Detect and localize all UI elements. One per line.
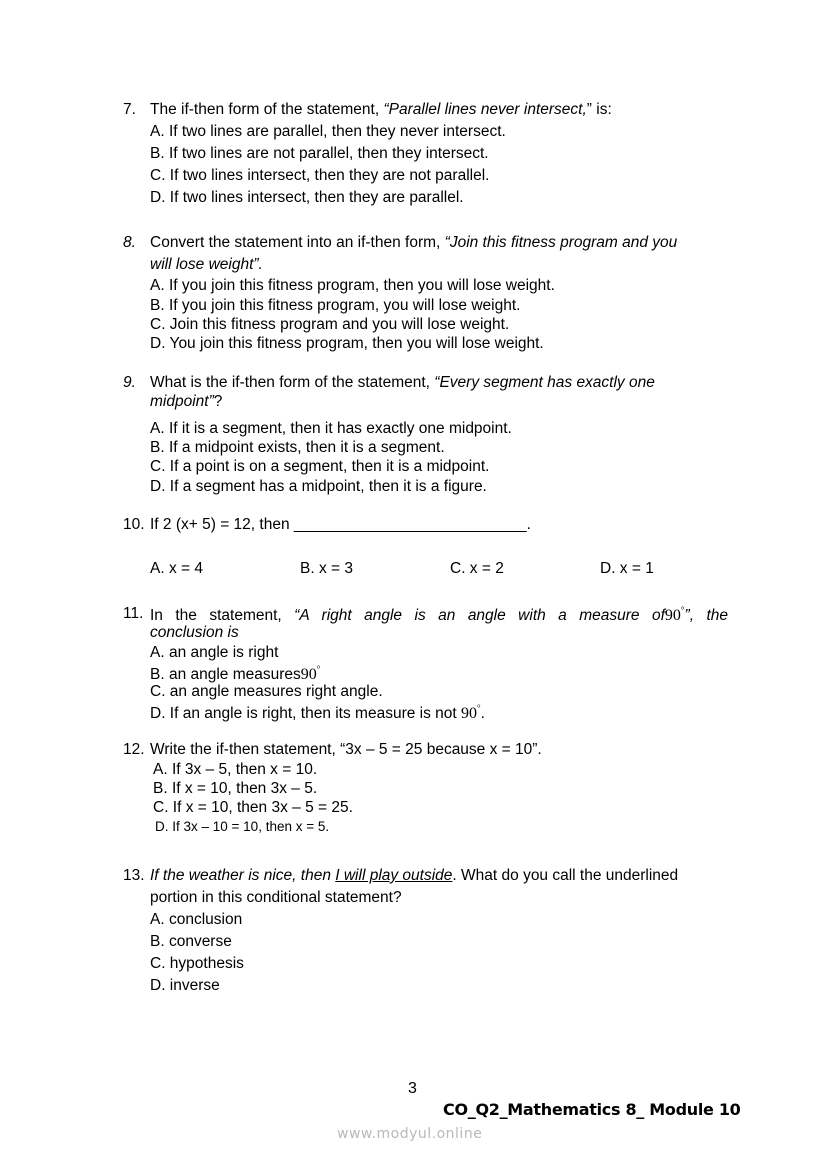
question-stem: Write the if-then statement, “3x – 5 = 25 because x = 10”. — [150, 741, 542, 758]
option-d: D. If two lines intersect, then they are parallel. — [150, 189, 464, 206]
question-stem: The if-then form of the statement, “Parallel lines never intersect,” is: — [150, 101, 612, 118]
option-c: C. x = 2 — [450, 560, 504, 577]
option-a: A. If you join this fitness program, then you will lose weight. — [150, 277, 555, 294]
page-number: 3 — [408, 1080, 417, 1097]
quoted-statement-continued: midpoint”? — [150, 393, 223, 410]
option-a: A. If 3x – 5, then x = 10. — [153, 761, 318, 778]
quoted-statement: “Every segment has exactly one — [434, 374, 655, 391]
option-b: B. If you join this fitness program, you will lose weight. — [150, 297, 521, 314]
option-c: C. If two lines intersect, then they are not parallel. — [150, 167, 490, 184]
option-a: A. an angle is right — [150, 644, 279, 661]
option-d: D. x = 1 — [600, 560, 654, 577]
question-stem: In the statement, “A right angle is an angle with a measure of90°”, the — [150, 605, 728, 624]
option-b: B. If two lines are not parallel, then they intersect. — [150, 145, 489, 162]
question-stem-continued: portion in this conditional statement? — [150, 889, 402, 906]
option-a: A. x = 4 — [150, 560, 203, 577]
question-stem: If the weather is nice, then I will play outside. What do you call the underlined — [150, 867, 679, 884]
option-d: D. inverse — [150, 977, 220, 994]
question-number: 9. — [123, 374, 136, 391]
module-label: CO_Q2_Mathematics 8_ Module 10 — [443, 1100, 741, 1119]
option-a: A. If two lines are parallel, then they never intersect. — [150, 123, 506, 140]
option-c: C. Join this fitness program and you will lose weight. — [150, 316, 510, 333]
option-d: D. You join this fitness program, then you will lose weight. — [150, 335, 544, 352]
quoted-statement-continued: will lose weight”. — [150, 256, 263, 273]
question-number: 7. — [123, 101, 136, 118]
question-number: 12. — [123, 741, 145, 758]
option-b: B. an angle measures90° — [150, 664, 321, 683]
option-c: C. If x = 10, then 3x – 5 = 25. — [153, 799, 353, 816]
question-stem: If 2 (x+ 5) = 12, then ___________________________. — [150, 516, 531, 533]
question-number: 11. — [123, 605, 144, 622]
question-stem: Convert the statement into an if-then form, “Join this fitness program and you — [150, 234, 678, 251]
question-number: 13. — [123, 867, 145, 884]
option-a: A. conclusion — [150, 911, 243, 928]
option-b: B. If a midpoint exists, then it is a segment. — [150, 439, 445, 456]
degree-value: 90 — [664, 607, 681, 624]
question-stem: What is the if-then form of the statement, “Every segment has exactly one — [150, 374, 655, 391]
option-d: D. If an angle is right, then its measure is not 90°. — [150, 703, 485, 722]
option-b: B. converse — [150, 933, 232, 950]
quoted-statement: “Join this fitness program and you — [444, 234, 678, 251]
option-c: C. hypothesis — [150, 955, 244, 972]
option-d: D. If a segment has a midpoint, then it is a figure. — [150, 478, 487, 495]
option-c: C. If a point is on a segment, then it is a midpoint. — [150, 458, 490, 475]
watermark: www.modyul.online — [337, 1126, 483, 1142]
underlined-conclusion: I will play outside — [335, 867, 453, 884]
question-number: 8. — [123, 234, 136, 251]
option-d: D. If 3x – 10 = 10, then x = 5. — [155, 819, 330, 834]
option-b: B. x = 3 — [300, 560, 353, 577]
question-number: 10. — [123, 516, 145, 533]
hypothesis-text: If the weather is nice, then — [150, 867, 336, 884]
option-c: C. an angle measures right angle. — [150, 683, 383, 700]
question-stem-continued: conclusion is — [150, 624, 239, 641]
option-a: A. If it is a segment, then it has exactly one midpoint. — [150, 420, 512, 437]
quoted-statement: “Parallel lines never intersect, — [383, 101, 587, 118]
option-b: B. If x = 10, then 3x – 5. — [153, 780, 318, 797]
